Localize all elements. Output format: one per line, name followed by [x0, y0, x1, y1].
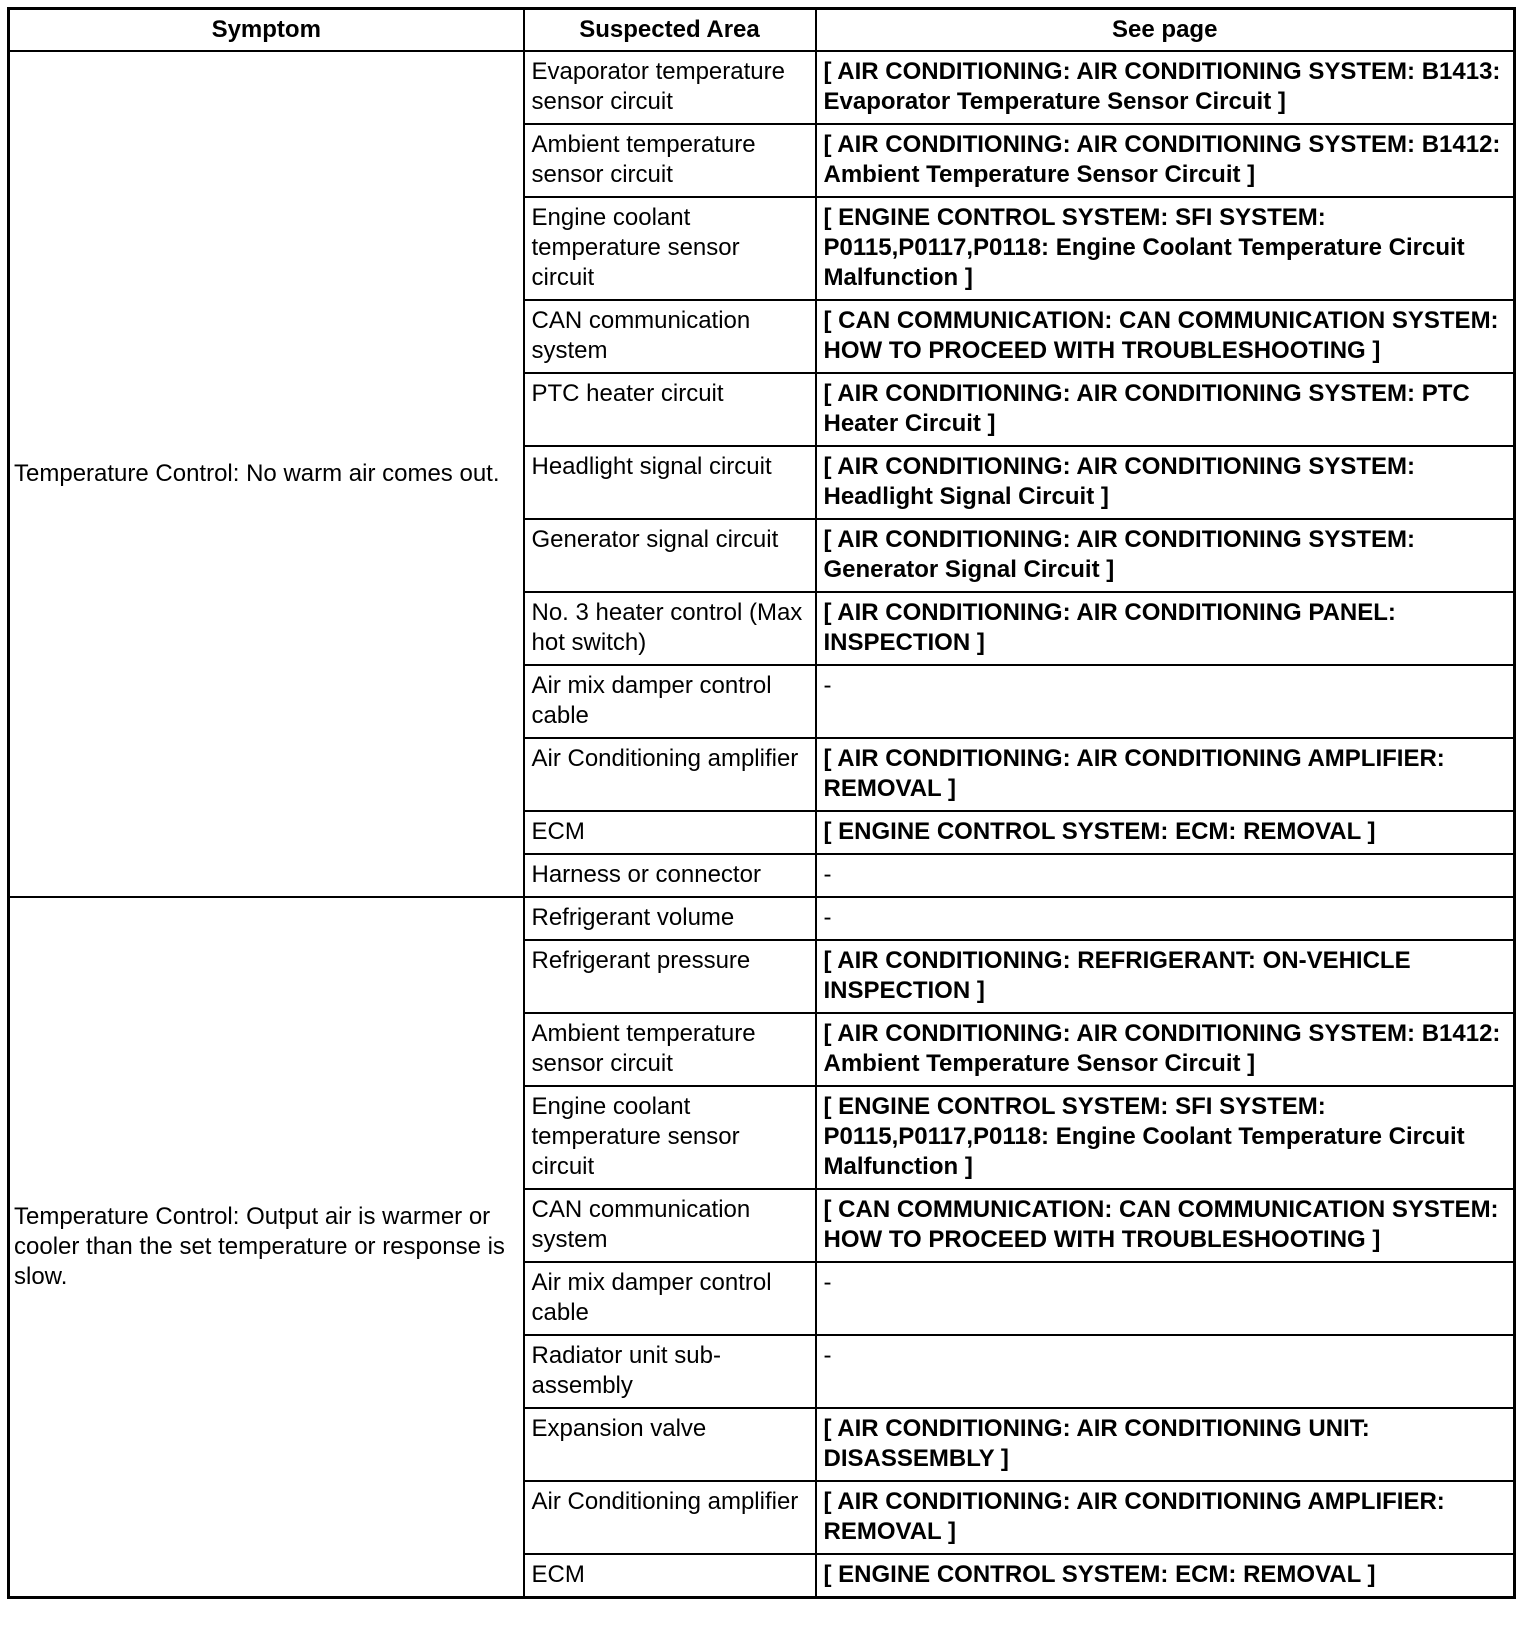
header-symptom: Symptom	[9, 9, 524, 52]
suspected-area-cell: Engine coolant temperature sensor circuit	[524, 1086, 816, 1189]
suspected-area-cell: Harness or connector	[524, 854, 816, 897]
see-page-link[interactable]: [ AIR CONDITIONING: AIR CONDITIONING SYSTEM: B1412: Ambient Temperature Sensor Circuit ]	[816, 124, 1515, 197]
see-page-cell: -	[816, 854, 1515, 897]
suspected-area-cell: Refrigerant volume	[524, 897, 816, 940]
see-page-link[interactable]: [ AIR CONDITIONING: AIR CONDITIONING SYSTEM: B1413: Evaporator Temperature Sensor Circuit ]	[816, 51, 1515, 124]
suspected-area-cell: No. 3 heater control (Max hot switch)	[524, 592, 816, 665]
suspected-area-cell: Ambient temperature sensor circuit	[524, 124, 816, 197]
suspected-area-cell: Expansion valve	[524, 1408, 816, 1481]
symptom-cell: Temperature Control: No warm air comes out.	[9, 51, 524, 897]
suspected-area-cell: CAN communication system	[524, 300, 816, 373]
suspected-area-cell: Air mix damper control cable	[524, 1262, 816, 1335]
see-page-link[interactable]: [ ENGINE CONTROL SYSTEM: SFI SYSTEM: P0115,P0117,P0118: Engine Coolant Temperature Circuit Malfunction ]	[816, 1086, 1515, 1189]
see-page-link[interactable]: [ AIR CONDITIONING: AIR CONDITIONING SYSTEM: B1412: Ambient Temperature Sensor Circuit ]	[816, 1013, 1515, 1086]
suspected-area-cell: Air Conditioning amplifier	[524, 1481, 816, 1554]
suspected-area-cell: Air Conditioning amplifier	[524, 738, 816, 811]
table-row	[9, 897, 1515, 940]
suspected-area-cell: Engine coolant temperature sensor circuit	[524, 197, 816, 300]
see-page-link[interactable]: [ AIR CONDITIONING: AIR CONDITIONING SYSTEM: Headlight Signal Circuit ]	[816, 446, 1515, 519]
see-page-link[interactable]: [ CAN COMMUNICATION: CAN COMMUNICATION SYSTEM: HOW TO PROCEED WITH TROUBLESHOOTING ]	[816, 1189, 1515, 1262]
suspected-area-cell: Headlight signal circuit	[524, 446, 816, 519]
symptom-cell: Temperature Control: Output air is warmer or cooler than the set temperature or response is slow.	[9, 897, 524, 1598]
see-page-link[interactable]: [ CAN COMMUNICATION: CAN COMMUNICATION SYSTEM: HOW TO PROCEED WITH TROUBLESHOOTING ]	[816, 300, 1515, 373]
suspected-area-cell: Evaporator temperature sensor circuit	[524, 51, 816, 124]
see-page-link[interactable]: [ AIR CONDITIONING: AIR CONDITIONING SYSTEM: Generator Signal Circuit ]	[816, 519, 1515, 592]
see-page-link[interactable]: [ AIR CONDITIONING: AIR CONDITIONING AMPLIFIER: REMOVAL ]	[816, 738, 1515, 811]
suspected-area-cell: Refrigerant pressure	[524, 940, 816, 1013]
suspected-area-cell: PTC heater circuit	[524, 373, 816, 446]
suspected-area-cell: Generator signal circuit	[524, 519, 816, 592]
see-page-link[interactable]: [ ENGINE CONTROL SYSTEM: ECM: REMOVAL ]	[816, 1554, 1515, 1598]
see-page-link[interactable]: [ ENGINE CONTROL SYSTEM: SFI SYSTEM: P0115,P0117,P0118: Engine Coolant Temperature Circuit Malfunction ]	[816, 197, 1515, 300]
suspected-area-cell: ECM	[524, 1554, 816, 1598]
see-page-cell: -	[816, 1335, 1515, 1408]
suspected-area-cell: Ambient temperature sensor circuit	[524, 1013, 816, 1086]
see-page-cell: -	[816, 665, 1515, 738]
see-page-link[interactable]: [ AIR CONDITIONING: AIR CONDITIONING SYSTEM: PTC Heater Circuit ]	[816, 373, 1515, 446]
header-suspected-area: Suspected Area	[524, 9, 816, 52]
see-page-link[interactable]: [ AIR CONDITIONING: AIR CONDITIONING AMPLIFIER: REMOVAL ]	[816, 1481, 1515, 1554]
troubleshooting-table	[7, 7, 1516, 1599]
header-see-page: See page	[816, 9, 1515, 52]
header-row	[9, 9, 1515, 52]
see-page-cell: -	[816, 1262, 1515, 1335]
see-page-link[interactable]: [ ENGINE CONTROL SYSTEM: ECM: REMOVAL ]	[816, 811, 1515, 854]
suspected-area-cell: Air mix damper control cable	[524, 665, 816, 738]
suspected-area-cell: Radiator unit sub-assembly	[524, 1335, 816, 1408]
see-page-link[interactable]: [ AIR CONDITIONING: AIR CONDITIONING UNIT: DISASSEMBLY ]	[816, 1408, 1515, 1481]
see-page-cell: -	[816, 897, 1515, 940]
see-page-link[interactable]: [ AIR CONDITIONING: REFRIGERANT: ON-VEHICLE INSPECTION ]	[816, 940, 1515, 1013]
suspected-area-cell: CAN communication system	[524, 1189, 816, 1262]
suspected-area-cell: ECM	[524, 811, 816, 854]
see-page-link[interactable]: [ AIR CONDITIONING: AIR CONDITIONING PANEL: INSPECTION ]	[816, 592, 1515, 665]
table-row	[9, 51, 1515, 124]
